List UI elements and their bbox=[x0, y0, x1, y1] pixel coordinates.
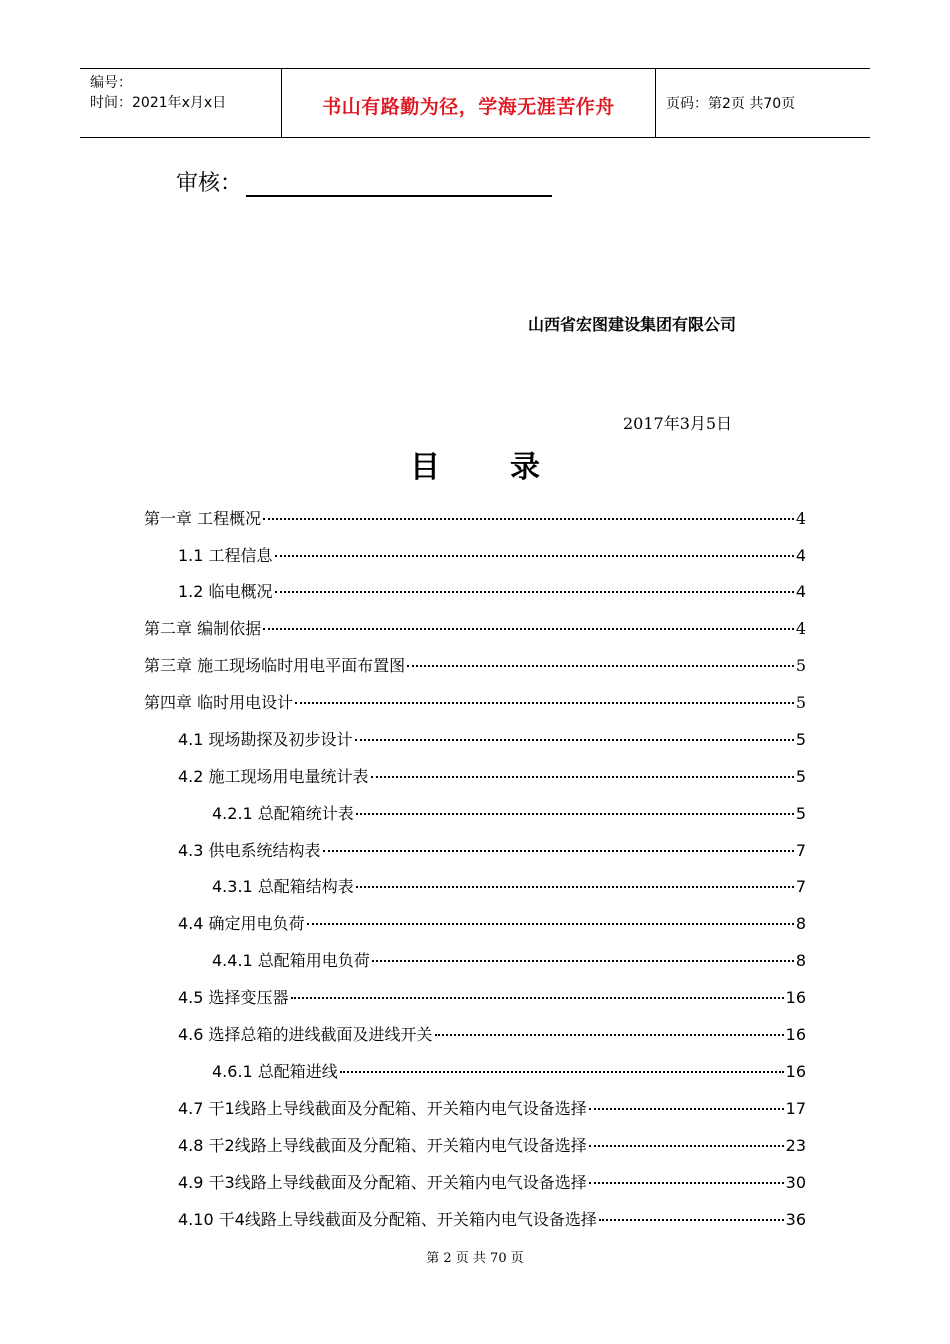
toc-entry[interactable] bbox=[178, 911, 806, 934]
toc-entry-label: 第一章 工程概况 bbox=[144, 509, 262, 528]
toc-entry-label: 4.9 干3线路上导线截面及分配箱、开关箱内电气设备选择 bbox=[178, 1173, 587, 1192]
toc-leader bbox=[275, 555, 794, 557]
toc-leader bbox=[589, 1145, 784, 1147]
toc-entry[interactable] bbox=[178, 543, 806, 566]
document-date: 2017年3月5日 bbox=[623, 414, 733, 433]
toc-entry-label: 4.1 现场勘探及初步设计 bbox=[178, 730, 353, 749]
toc-entry-page: 5 bbox=[795, 767, 806, 786]
toc-entry-page: 5 bbox=[795, 730, 806, 749]
toc-entry-label: 4.5 选择变压器 bbox=[178, 988, 289, 1007]
toc-entry-label: 4.4.1 总配箱用电负荷 bbox=[212, 951, 370, 970]
header-page-cell bbox=[656, 69, 870, 137]
toc-leader bbox=[599, 1219, 784, 1221]
toc-entry-page: 8 bbox=[795, 914, 806, 933]
toc-leader bbox=[340, 1071, 784, 1073]
toc-entry[interactable] bbox=[212, 801, 806, 824]
toc-entry[interactable] bbox=[212, 874, 806, 897]
number-label: 编号： bbox=[90, 75, 132, 91]
toc-leader bbox=[263, 628, 794, 630]
review-field bbox=[176, 166, 552, 197]
toc-entry-page: 4 bbox=[795, 619, 806, 638]
toc-entry-page: 7 bbox=[795, 877, 806, 896]
toc-entry-label: 4.6.1 总配箱进线 bbox=[212, 1062, 338, 1081]
toc-entry-label: 4.8 干2线路上导线截面及分配箱、开关箱内电气设备选择 bbox=[178, 1136, 587, 1155]
toc-leader bbox=[589, 1182, 784, 1184]
toc-entry[interactable] bbox=[178, 1170, 806, 1193]
toc-leader bbox=[356, 813, 794, 815]
toc-entry-page: 8 bbox=[795, 951, 806, 970]
toc-leader bbox=[323, 850, 794, 852]
page-header bbox=[80, 68, 870, 138]
toc-entry[interactable] bbox=[144, 616, 806, 639]
toc-entry-label: 4.3 供电系统结构表 bbox=[178, 841, 321, 860]
toc-entry-page: 17 bbox=[785, 1099, 806, 1118]
toc-entry[interactable] bbox=[178, 579, 806, 602]
toc-title bbox=[0, 442, 950, 486]
toc-entry-label: 4.3.1 总配箱结构表 bbox=[212, 877, 354, 896]
toc-entry[interactable] bbox=[144, 690, 806, 713]
toc-leader bbox=[291, 997, 784, 999]
toc-entry-label: 第二章 编制依据 bbox=[144, 619, 262, 638]
toc-entry[interactable] bbox=[144, 653, 806, 676]
toc-entry-label: 1.1 工程信息 bbox=[178, 546, 273, 565]
toc-leader bbox=[371, 776, 794, 778]
toc-entry[interactable] bbox=[178, 1096, 806, 1119]
header-motto-cell bbox=[282, 69, 656, 137]
toc-entry[interactable] bbox=[178, 1133, 806, 1156]
toc-entry-page: 4 bbox=[795, 509, 806, 528]
toc-entry-label: 第四章 临时用电设计 bbox=[144, 693, 294, 712]
toc-entry[interactable] bbox=[144, 506, 806, 529]
toc-entry-page: 4 bbox=[795, 582, 806, 601]
toc-title-char-2: 录 bbox=[510, 450, 540, 485]
toc-entry-label: 4.7 干1线路上导线截面及分配箱、开关箱内电气设备选择 bbox=[178, 1099, 587, 1118]
page-footer: 第 2 页 共 70 页 bbox=[426, 1251, 524, 1266]
toc-entry[interactable] bbox=[178, 727, 806, 750]
company-name: 山西省宏图建设集团有限公司 bbox=[528, 315, 737, 334]
toc-entry[interactable] bbox=[178, 838, 806, 861]
toc-entry-page: 16 bbox=[785, 1025, 806, 1044]
toc-entry[interactable] bbox=[212, 948, 806, 971]
toc-entry-label: 第三章 施工现场临时用电平面布置图 bbox=[144, 656, 406, 675]
toc-entry[interactable] bbox=[178, 1207, 806, 1230]
toc-leader bbox=[275, 591, 794, 593]
toc-entry-label: 4.6 选择总箱的进线截面及进线开关 bbox=[178, 1025, 433, 1044]
review-signature-line bbox=[246, 169, 552, 197]
toc-entry[interactable] bbox=[178, 985, 806, 1008]
toc-entry-page: 16 bbox=[785, 988, 806, 1007]
toc-leader bbox=[307, 923, 794, 925]
time-label: 时间：2021年x月x日 bbox=[90, 95, 227, 111]
toc-leader bbox=[435, 1034, 784, 1036]
toc-title-char-1: 目 bbox=[410, 450, 440, 485]
toc-leader bbox=[589, 1108, 784, 1110]
toc-leader bbox=[356, 886, 794, 888]
toc-entry-label: 4.4 确定用电负荷 bbox=[178, 914, 305, 933]
motto: 书山有路勤为径，学海无涯苦作舟 bbox=[322, 95, 615, 118]
toc-leader bbox=[407, 665, 794, 667]
toc-entry-page: 5 bbox=[795, 693, 806, 712]
toc-entry-page: 36 bbox=[785, 1210, 806, 1229]
toc-entry-page: 23 bbox=[785, 1136, 806, 1155]
toc-entry-page: 5 bbox=[795, 804, 806, 823]
toc-entry-label: 4.2 施工现场用电量统计表 bbox=[178, 767, 369, 786]
toc-leader bbox=[263, 518, 794, 520]
toc-entry-page: 16 bbox=[785, 1062, 806, 1081]
toc-entry[interactable] bbox=[178, 764, 806, 787]
toc-entry-page: 30 bbox=[785, 1173, 806, 1192]
review-label: 审核： bbox=[176, 171, 243, 196]
toc-entry[interactable] bbox=[212, 1059, 806, 1082]
toc-entry-page: 5 bbox=[795, 656, 806, 675]
toc-entry[interactable] bbox=[178, 1022, 806, 1045]
toc-entry-label: 4.2.1 总配箱统计表 bbox=[212, 804, 354, 823]
toc-leader bbox=[355, 739, 794, 741]
toc-entry-page: 7 bbox=[795, 841, 806, 860]
toc-entry-label: 1.2 临电概况 bbox=[178, 582, 273, 601]
toc-leader bbox=[372, 960, 794, 962]
toc-leader bbox=[295, 702, 794, 704]
toc-entry-label: 4.10 干4线路上导线截面及分配箱、开关箱内电气设备选择 bbox=[178, 1210, 597, 1229]
toc-entry-page: 4 bbox=[795, 546, 806, 565]
page-label: 页码：第2页 共70页 bbox=[666, 96, 796, 112]
header-info-cell bbox=[80, 69, 282, 137]
